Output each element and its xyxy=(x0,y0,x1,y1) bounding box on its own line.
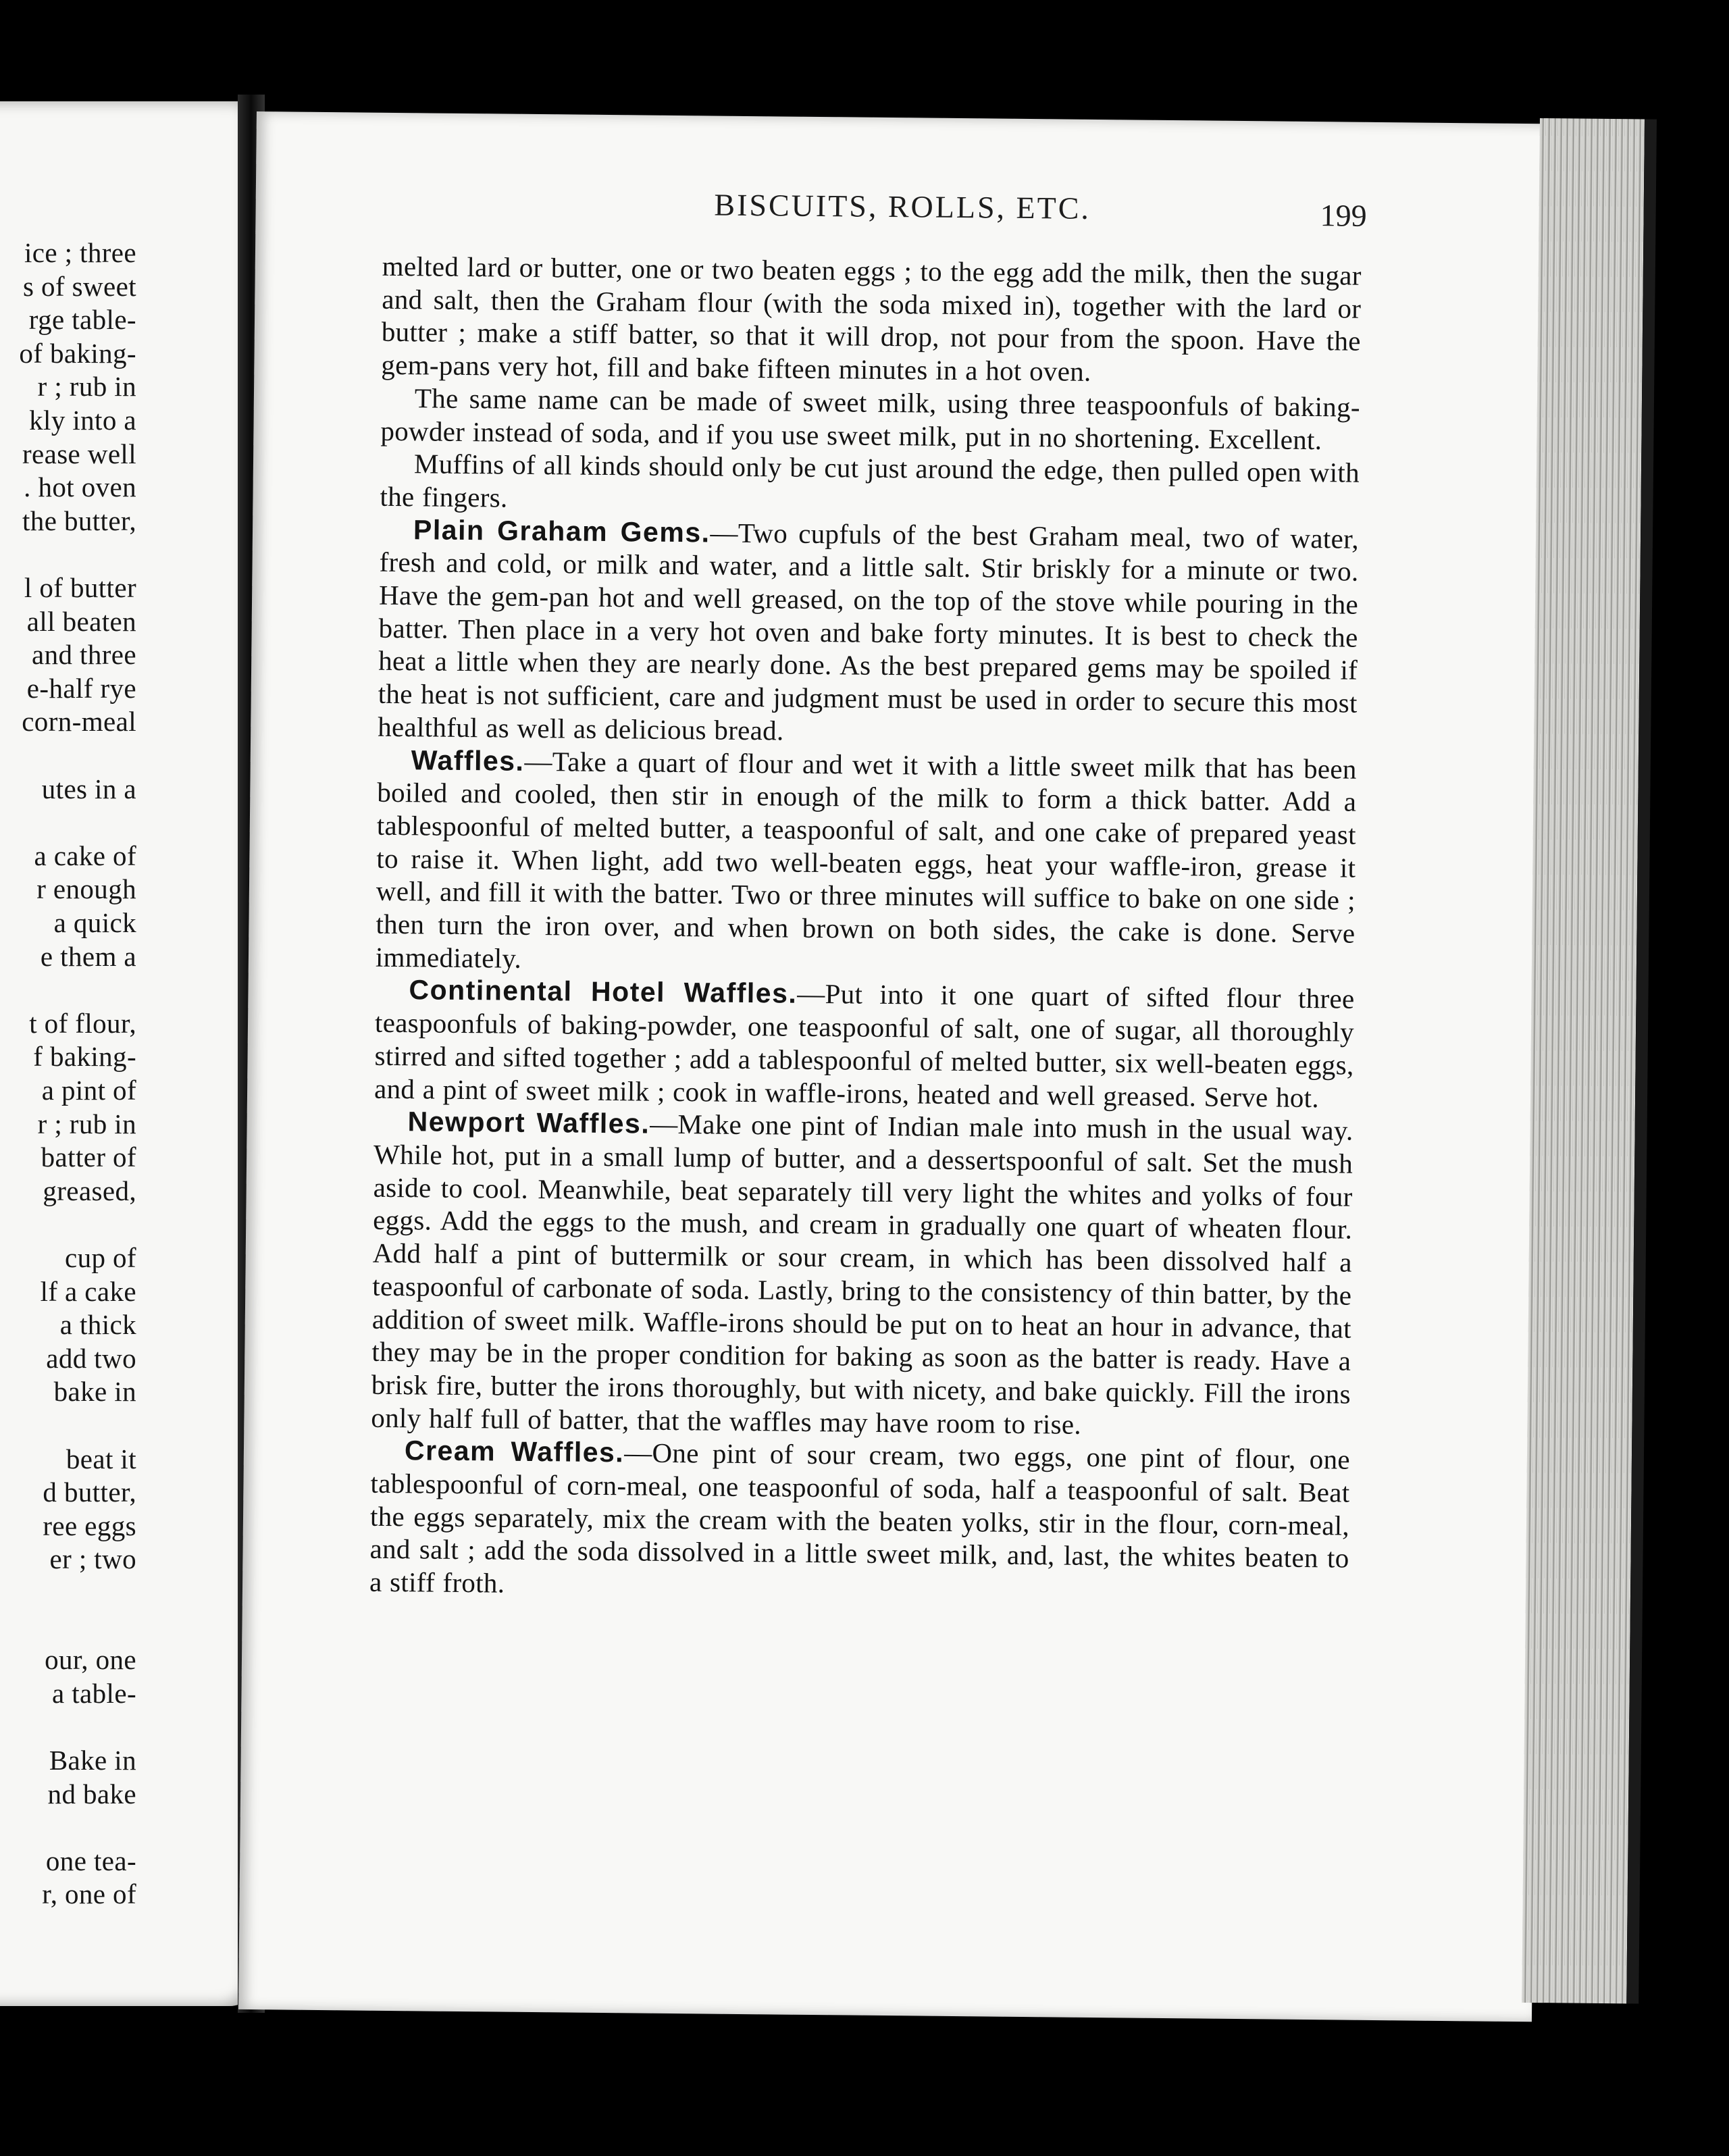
left-page-line: kly into a xyxy=(29,405,136,436)
left-page-line: r ; rub in xyxy=(37,1108,136,1139)
recipe-newport-waffles xyxy=(371,1105,1353,1443)
page-text xyxy=(369,250,1362,1608)
left-page-line: of baking- xyxy=(19,337,136,369)
recipe-cream-waffles xyxy=(369,1434,1350,1608)
recipe-title: Plain Graham Gems. xyxy=(413,513,711,548)
paragraph: melted lard or butter, one or two beaten eggs ; to the egg add the milk, then the sugar and salt, then the Graham flour (with the soda mixed in), together with the lard or butter ; make a stiff batter, so that it will drop, not pour from the spoon. Have the gem-pans very hot, fill and bake fifteen minutes in a hot oven. xyxy=(381,250,1362,387)
left-page-line: corn-meal xyxy=(22,706,136,738)
left-page-line: ree eggs xyxy=(43,1510,136,1541)
left-page-line: r enough xyxy=(36,873,136,905)
left-page-line: batter of xyxy=(41,1141,136,1173)
left-page-line: f baking- xyxy=(33,1041,136,1073)
left-page-line: bake in xyxy=(53,1376,136,1408)
recipe-title: Continental Hotel Waffles. xyxy=(409,974,798,1010)
left-page-line: d butter, xyxy=(43,1477,136,1508)
left-page-line: and three xyxy=(32,639,136,671)
recipe-text: —One pint of sour cream, two eggs, one pint of flour, one tablespoonful of corn-meal, one teaspoonful of soda, half a teaspoonful of salt. Beat the eggs separately, mix the cream with the beaten yolks, stir in the flour, corn-meal, and salt ; add the soda dissolved in a little sweet milk, and, last, the whites beaten to a stiff froth. xyxy=(369,1437,1351,1599)
left-page-line: e-half rye xyxy=(26,672,136,704)
left-page-line: add two xyxy=(46,1342,136,1374)
left-page-line: our, one xyxy=(45,1644,136,1676)
recipe-continental-hotel-waffles xyxy=(374,973,1355,1114)
left-page-line: nd bake xyxy=(47,1778,136,1810)
left-page xyxy=(0,101,257,2006)
paragraph: Muffins of all kinds should only be cut just around the edge, then pulled open with the fingers. xyxy=(380,448,1360,513)
left-page-line: a quick xyxy=(53,907,136,938)
left-page-line: l of butter xyxy=(24,572,136,603)
left-page-line: t of flour, xyxy=(29,1007,136,1039)
left-page-line: s of sweet xyxy=(23,270,136,302)
left-page-line: beat it xyxy=(66,1443,136,1474)
left-page-line: r, one of xyxy=(42,1878,136,1910)
recipe-waffles xyxy=(376,743,1357,983)
left-page-line: lf a cake xyxy=(40,1275,136,1307)
recipe-plain-graham-gems xyxy=(378,513,1359,752)
left-page-line: r ; rub in xyxy=(37,371,136,403)
left-page-line: utes in a xyxy=(41,773,136,804)
left-page-line: Bake in xyxy=(49,1745,136,1776)
left-page-line: rease well xyxy=(22,438,136,469)
left-page-line: greased, xyxy=(43,1175,136,1206)
recipe-title: Cream Waffles. xyxy=(404,1435,625,1468)
book-page-edges xyxy=(1522,118,1657,2004)
page-number: 199 xyxy=(1320,198,1367,233)
recipe-text: —Take a quart of flour and wet it with a little sweet milk that has been boiled and cooled, then stir in enough of the milk to form a thick batter. Add a tablespoonful of melted butter, a teaspoonful of salt, and one cake of prepared yeast to raise it. When light, add two well-beaten eggs, heat your waffle-iron, grease it well, and fill it with the batter. Two or three minutes will suffice to bake on one side ; then turn the iron over, and when brown on both sides, the cake is done. Serve immediately. xyxy=(375,745,1357,974)
left-page-line: er ; two xyxy=(49,1543,136,1575)
left-page-line: one tea- xyxy=(45,1845,136,1876)
recipe-text: —Make one pint of Indian male into mush in the usual way. While hot, put in a small lump of butter, and a dessertspoonful of salt. Set the mush aside to cool. Meanwhile, beat separately till very light the whites and yolks of four eggs. Add the eggs to the mush, and cream in gradually one quart of wheaten flour. Add half a pint of buttermilk or sour cream, in which has been dissolved half a teaspoonful of carbonate of soda. Lastly, bring to the consistency of thin batter, by the addition of sweet milk. Waffle-irons should be put on to heat an hour in advance, that they may be in the proper condition for baking as soon as the batter is ready. Have a brisk fire, butter the irons thoroughly, but with nicety, and bake quickly. Fill the irons only half full of batter, that the waffles may have room to rise. xyxy=(371,1108,1353,1440)
left-page-line: a table- xyxy=(52,1677,136,1709)
recipe-title: Waffles. xyxy=(411,744,525,777)
paragraph: The same name can be made of sweet milk, using three teaspoonfuls of baking-powder instead of soda, and if you use sweet milk, put in no shortening. Excellent. xyxy=(380,382,1361,455)
left-page-line: ice ; three xyxy=(24,237,136,268)
left-page-line: the butter, xyxy=(22,505,136,536)
recipe-text: —Two cupfuls of the best Graham meal, two of water, fresh and cold, or milk and water, and a little salt. Stir briskly for a minute or two. Have the gem-pan hot and well greased, on the top of the stove while pouring in the batter. Then place in a very hot oven and bake forty minutes. It is best to check the heat a little when they are nearly done. As the best prepared gems may be spoiled if the heat is not sufficient, care and judgment must be used in order to secure this most healthful as well as delicious bread. xyxy=(378,517,1360,746)
left-page-line: cup of xyxy=(64,1242,136,1273)
recipe-text: —Put into it one quart of sifted flour three teaspoonfuls of baking-powder, one teaspoonful of salt, one of sugar, all thoroughly stirred and sifted together ; add a tablespoonful of melted butter, six well-beaten eggs, and a pint of sweet milk ; cook in waffle-irons, heated and well greased. Serve hot. xyxy=(373,978,1355,1113)
running-head: BISCUITS, ROLLS, ETC. xyxy=(714,187,1091,226)
left-page-line: e them a xyxy=(40,940,136,972)
left-page-line: . hot oven xyxy=(24,471,136,503)
left-page-line: a cake of xyxy=(34,840,136,871)
right-page xyxy=(238,111,1550,2022)
left-page-line: rge table- xyxy=(28,304,136,336)
left-page-line: all beaten xyxy=(26,605,136,637)
left-page-line: a thick xyxy=(59,1309,136,1341)
left-page-line: a pint of xyxy=(41,1075,136,1106)
recipe-title: Newport Waffles. xyxy=(407,1106,650,1139)
